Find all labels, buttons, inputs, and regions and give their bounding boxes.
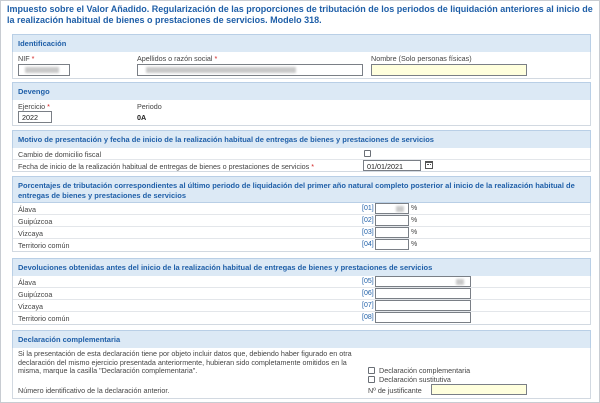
percent-sign: % <box>411 205 418 212</box>
box-number: [01] <box>362 205 374 212</box>
section-identificacion <box>12 52 591 79</box>
section-header-identificacion: Identificación <box>12 34 591 54</box>
fecha-inicio-row <box>13 160 590 172</box>
box-number: [08] <box>362 314 374 321</box>
section-complementaria <box>12 348 591 399</box>
section-header-devengo: Devengo <box>12 82 591 102</box>
porcentaje-row <box>13 215 590 227</box>
porcentaje-alava-input[interactable] <box>375 203 409 214</box>
sustitutiva-option-label: Declaración sustitutiva <box>379 375 451 384</box>
periodo-label: Periodo <box>137 102 162 111</box>
nif-input[interactable] <box>18 64 70 76</box>
apellidos-input[interactable] <box>137 64 363 76</box>
section-motivo <box>12 148 591 172</box>
nif-label: NIF * <box>18 54 35 63</box>
fecha-inicio-input[interactable]: 01/01/2021 <box>363 160 421 171</box>
devolucion-row <box>13 288 590 300</box>
fecha-inicio-label: Fecha de inicio de la realización habitual de entregas de bienes o prestaciones de servicios * <box>18 162 315 171</box>
calendar-icon[interactable] <box>425 161 433 169</box>
devolucion-alava-input[interactable] <box>375 276 471 287</box>
box-number: [05] <box>362 278 374 285</box>
box-number: [02] <box>362 217 374 224</box>
porcentaje-territorio-comun-input[interactable] <box>375 239 409 250</box>
ejercicio-label: Ejercicio * <box>18 102 50 111</box>
devolucion-row-label: Territorio común <box>18 314 70 323</box>
devolucion-guipuzcoa-input[interactable] <box>375 288 471 299</box>
devolucion-row <box>13 300 590 312</box>
cambio-domicilio-row <box>13 148 590 160</box>
box-number: [03] <box>362 229 374 236</box>
page-title: Impuesto sobre el Valor Añadido. Regularización de las proporciones de tributación de los periodos de liquidación anteriores al inicio de la realización habitual de bienes o prestaciones de servicios. Modelo 318. <box>7 4 593 25</box>
section-header-porcentajes: Porcentajes de tributación correspondientes al último periodo de liquidación del primer año natural completo posterior al inicio de la realización habitual de entregas de bienes y prestaciones de servicios <box>12 176 591 203</box>
justificante-label: Nº de justificante <box>368 386 422 395</box>
devolucion-row <box>13 312 590 324</box>
devolucion-row <box>13 276 590 288</box>
nombre-input[interactable] <box>371 64 527 76</box>
box-number: [07] <box>362 302 374 309</box>
porcentaje-row-label: Álava <box>18 205 36 214</box>
percent-sign: % <box>411 229 418 236</box>
section-header-complementaria: Declaración complementaria <box>12 330 591 350</box>
porcentaje-guipuzcoa-input[interactable] <box>375 215 409 226</box>
porcentaje-row-label: Vizcaya <box>18 229 44 238</box>
numero-identificativo-label: Número identificativo de la declaración anterior. <box>18 386 170 395</box>
cambio-domicilio-label: Cambio de domicilio fiscal <box>18 150 102 159</box>
porcentaje-vizcaya-input[interactable] <box>375 227 409 238</box>
porcentaje-row <box>13 203 590 215</box>
devolucion-row-label: Vizcaya <box>18 302 44 311</box>
box-number: [04] <box>362 241 374 248</box>
periodo-value: 0A <box>137 113 147 122</box>
devolucion-vizcaya-input[interactable] <box>375 300 471 311</box>
porcentaje-row-label: Guipúzcoa <box>18 217 53 226</box>
section-porcentajes <box>12 203 591 252</box>
ejercicio-input[interactable]: 2022 <box>18 111 52 123</box>
section-devengo <box>12 100 591 126</box>
percent-sign: % <box>411 241 418 248</box>
devolucion-row-label: Álava <box>18 278 36 287</box>
nombre-label: Nombre (Solo personas físicas) <box>371 54 472 63</box>
section-devoluciones <box>12 276 591 325</box>
sustitutiva-checkbox[interactable] <box>368 376 375 383</box>
porcentaje-row <box>13 227 590 239</box>
complementaria-option-label: Declaración complementaria <box>379 366 471 375</box>
section-header-motivo: Motivo de presentación y fecha de inicio de la realización habitual de entregas de bienes y prestaciones de servicios <box>12 130 591 150</box>
complementaria-explanation: Si la presentación de esta declaración tiene por objeto incluir datos que, debiendo haber figurado en otra declaración del mismo ejercicio presentada anteriormente, hubieran sido completamente omitidos en la misma, marque la casilla "Declaración complementaria". <box>18 349 352 376</box>
porcentaje-row-label: Territorio común <box>18 241 70 250</box>
cambio-domicilio-checkbox[interactable] <box>364 150 371 157</box>
devolucion-territorio-comun-input[interactable] <box>375 312 471 323</box>
justificante-input[interactable] <box>431 384 527 395</box>
porcentaje-row <box>13 239 590 251</box>
complementaria-checkbox[interactable] <box>368 367 375 374</box>
section-header-devoluciones: Devoluciones obtenidas antes del inicio de la realización habitual de entregas de bienes y prestaciones de servicios <box>12 258 591 278</box>
devolucion-row-label: Guipúzcoa <box>18 290 53 299</box>
percent-sign: % <box>411 217 418 224</box>
box-number: [06] <box>362 290 374 297</box>
apellidos-label: Apellidos o razón social * <box>137 54 218 63</box>
